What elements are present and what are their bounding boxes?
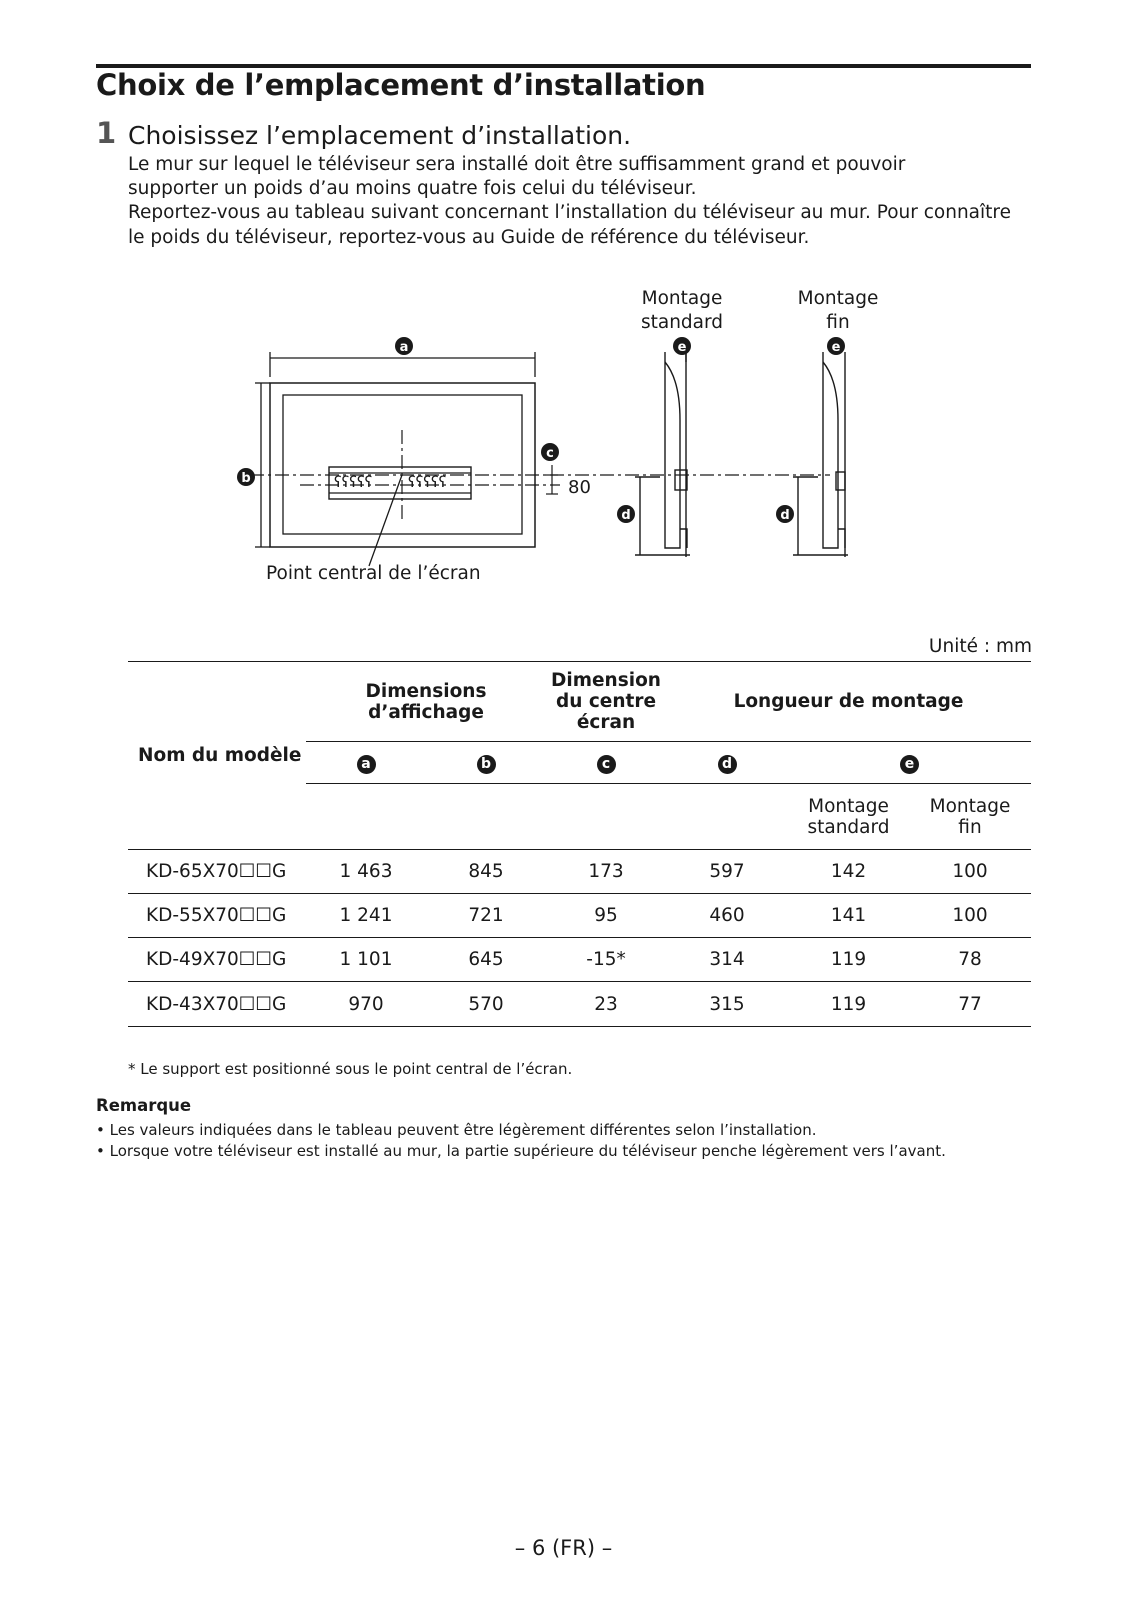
- center-point-label: Point central de l’écran: [266, 563, 481, 584]
- marker-letter: b: [241, 471, 251, 486]
- cell-b: 845: [468, 861, 504, 882]
- page-number: – 6 (FR) –: [514, 1536, 613, 1560]
- sub-fin: Montage fin: [929, 795, 1011, 838]
- cell-a: 1 241: [339, 905, 393, 926]
- cell-c: 173: [588, 861, 624, 882]
- marker-letter: c: [546, 446, 554, 461]
- cell-e-std: 142: [830, 861, 867, 882]
- table-row: [128, 938, 1031, 982]
- table-row: [128, 850, 1031, 894]
- cell-c: -15*: [586, 949, 626, 970]
- marker-b: b: [477, 755, 496, 774]
- marker-c: c: [597, 755, 616, 774]
- cell-e-fin: 100: [952, 905, 988, 926]
- table-row: [128, 982, 1031, 1027]
- label-montage-fin: Montage fin: [797, 288, 879, 333]
- marker-letter: d: [780, 508, 790, 523]
- cell-c: 95: [594, 905, 618, 926]
- remark-item: • Lorsque votre téléviseur est installé au mur, la partie supérieure du téléviseur penche légèrement vers l’avant.: [96, 1142, 946, 1160]
- marker-cell: [426, 742, 546, 784]
- marker-a: a: [357, 755, 376, 774]
- marker-letter: e: [831, 340, 841, 355]
- cell-c: 23: [594, 993, 618, 1015]
- header-center-text: Dimension du centre écran: [551, 670, 661, 733]
- marker-e: e: [900, 755, 919, 774]
- marker-cell: [546, 742, 666, 784]
- cell-d: 597: [709, 861, 745, 882]
- cell-a: 1 463: [339, 861, 393, 882]
- cell-d: 460: [709, 905, 745, 926]
- header-mount: Longueur de montage: [733, 691, 964, 712]
- step-paragraph: Reportez-vous au tableau suivant concernant l’installation du téléviseur au mur. Pour connaître: [128, 202, 1011, 223]
- step-title: Choisissez l’emplacement d’installation.: [128, 121, 632, 150]
- marker-d: d: [718, 755, 737, 774]
- marker-cell: [788, 742, 1031, 784]
- cell-model: KD-43X70☐☐G: [146, 993, 287, 1015]
- cell-e-std: 119: [830, 993, 867, 1015]
- marker-letter: d: [621, 508, 631, 523]
- marker-cell: [666, 742, 788, 784]
- cell-model: KD-55X70☐☐G: [146, 905, 287, 926]
- step-paragraph: le poids du téléviseur, reportez-vous au Guide de référence du téléviseur.: [128, 227, 810, 248]
- page-title: Choix de l’emplacement d’installation: [96, 68, 706, 102]
- cell-e-std: 141: [830, 905, 867, 926]
- header-center: [546, 662, 666, 742]
- installation-diagram: [0, 0, 1127, 600]
- table-row: [128, 894, 1031, 938]
- unit-label: Unité : mm: [928, 636, 1032, 657]
- marker-cell: [306, 742, 426, 784]
- cell-b: 645: [468, 949, 504, 970]
- cell-a: 1 101: [339, 949, 393, 970]
- header-display: [306, 662, 546, 742]
- cell-model: KD-49X70☐☐G: [146, 949, 287, 970]
- footnote: * Le support est positionné sous le point central de l’écran.: [128, 1060, 573, 1078]
- step-number: 1: [96, 116, 117, 150]
- marker-letter: e: [677, 340, 687, 355]
- cell-e-fin: 78: [958, 949, 982, 970]
- step-paragraph: Le mur sur lequel le téléviseur sera installé doit être suffisamment grand et pouvoir: [128, 154, 906, 175]
- cell-a: 970: [348, 993, 384, 1015]
- spec-table: [128, 661, 1031, 1027]
- step-paragraph: supporter un poids d’au moins quatre fois celui du téléviseur.: [128, 178, 697, 199]
- cell-d: 315: [709, 993, 745, 1015]
- cell-b: 721: [468, 905, 504, 926]
- header-model: Nom du modèle: [128, 662, 306, 850]
- remark-item: • Les valeurs indiquées dans le tableau peuvent être légèrement différentes selon l’installation.: [96, 1121, 817, 1139]
- cell-e-std: 119: [830, 949, 867, 970]
- cell-e-fin: 100: [952, 861, 988, 882]
- bracket-hooks-right: ʕʕʕʕʕ: [408, 473, 447, 491]
- bracket-hooks-left: ʕʕʕʕʕ: [334, 473, 373, 491]
- cell-b: 570: [468, 993, 504, 1015]
- cell-model: KD-65X70☐☐G: [146, 861, 287, 882]
- remark-heading: Remarque: [96, 1096, 192, 1115]
- cell-e-fin: 77: [958, 993, 982, 1015]
- sub-standard: Montage standard: [807, 795, 890, 838]
- offset-value: 80: [568, 477, 591, 498]
- cell-d: 314: [709, 949, 745, 970]
- marker-letter: a: [399, 340, 409, 355]
- header-display-text: Dimensions d’affichage: [365, 680, 487, 723]
- label-montage-standard: Montage standard: [640, 288, 724, 333]
